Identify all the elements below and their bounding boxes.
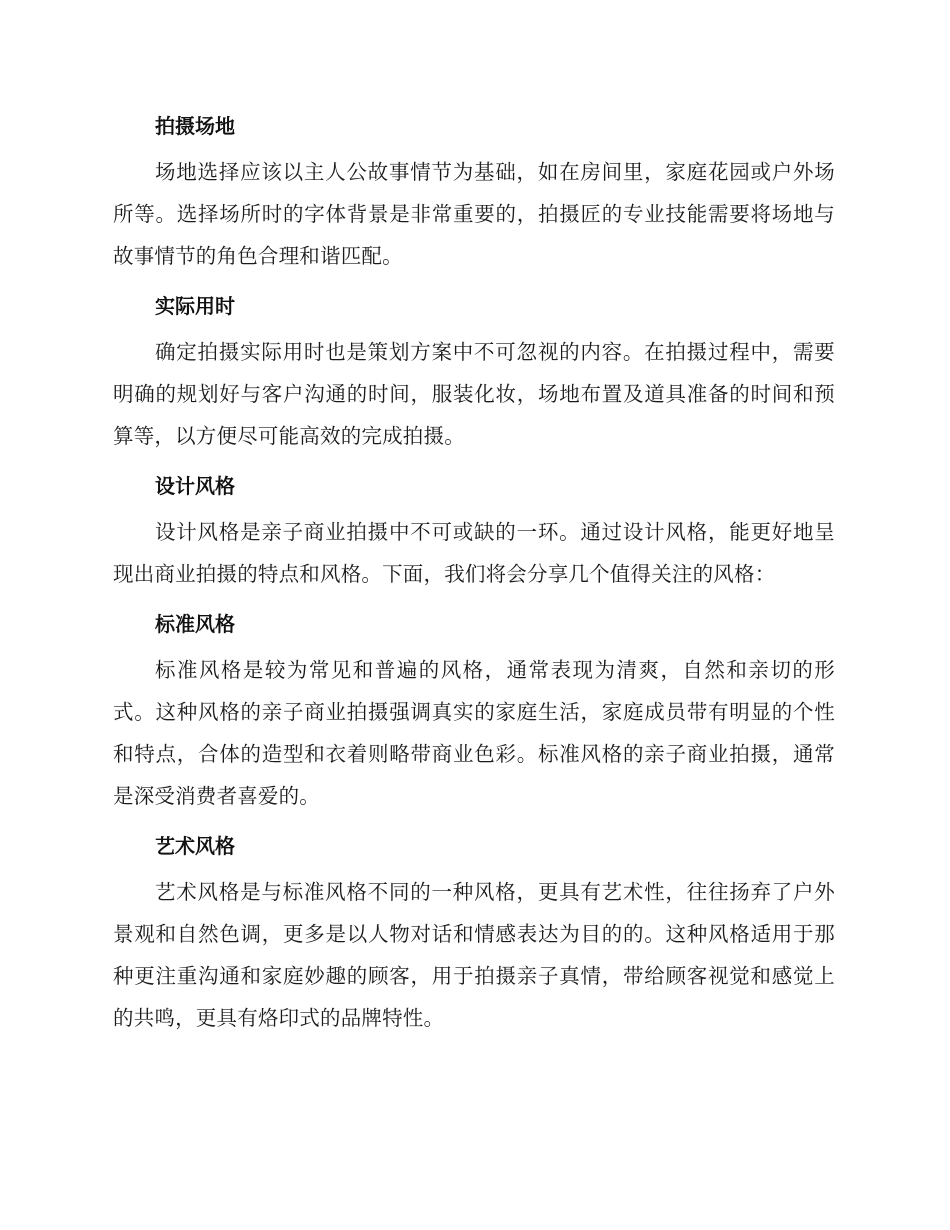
section-venue <box>113 104 835 277</box>
section-heading: 设计风格 <box>155 474 235 498</box>
section-standard-style <box>113 602 835 817</box>
section-design-style <box>113 464 835 595</box>
section-paragraph: 艺术风格是与标准风格不同的一种风格，更具有艺术性，往往扬弃了户外景观和自然色调，更多是以人物对话和情感表达为目的的。这种风格适用于那种更注重沟通和家庭妙趣的顾客，用于拍摄亲子真情，带给顾客视觉和感觉上的共鸣，更具有烙印式的品牌特性。 <box>113 880 835 1030</box>
document-page <box>113 104 835 1046</box>
section-art-style <box>113 824 835 1039</box>
section-heading: 标准风格 <box>155 612 235 636</box>
section-paragraph: 标准风格是较为常见和普遍的风格，通常表现为清爽，自然和亲切的形式。这种风格的亲子商业拍摄强调真实的家庭生活，家庭成员带有明显的个性和特点，合体的造型和衣着则略带商业色彩。标准风格的亲子商业拍摄，通常是深受消费者喜爱的。 <box>113 658 835 808</box>
section-actual-time <box>113 284 835 457</box>
section-heading: 艺术风格 <box>155 834 235 858</box>
section-paragraph: 场地选择应该以主人公故事情节为基础，如在房间里，家庭花园或户外场所等。选择场所时的字体背景是非常重要的，拍摄匠的专业技能需要将场地与故事情节的角色合理和谐匹配。 <box>113 160 835 268</box>
section-heading: 拍摄场地 <box>155 114 235 138</box>
section-heading: 实际用时 <box>155 294 235 318</box>
section-paragraph: 设计风格是亲子商业拍摄中不可或缺的一环。通过设计风格，能更好地呈现出商业拍摄的特点和风格。下面，我们将会分享几个值得关注的风格： <box>113 520 835 586</box>
section-paragraph: 确定拍摄实际用时也是策划方案中不可忽视的内容。在拍摄过程中，需要明确的规划好与客户沟通的时间，服装化妆，场地布置及道具准备的时间和预算等，以方便尽可能高效的完成拍摄。 <box>113 340 835 448</box>
